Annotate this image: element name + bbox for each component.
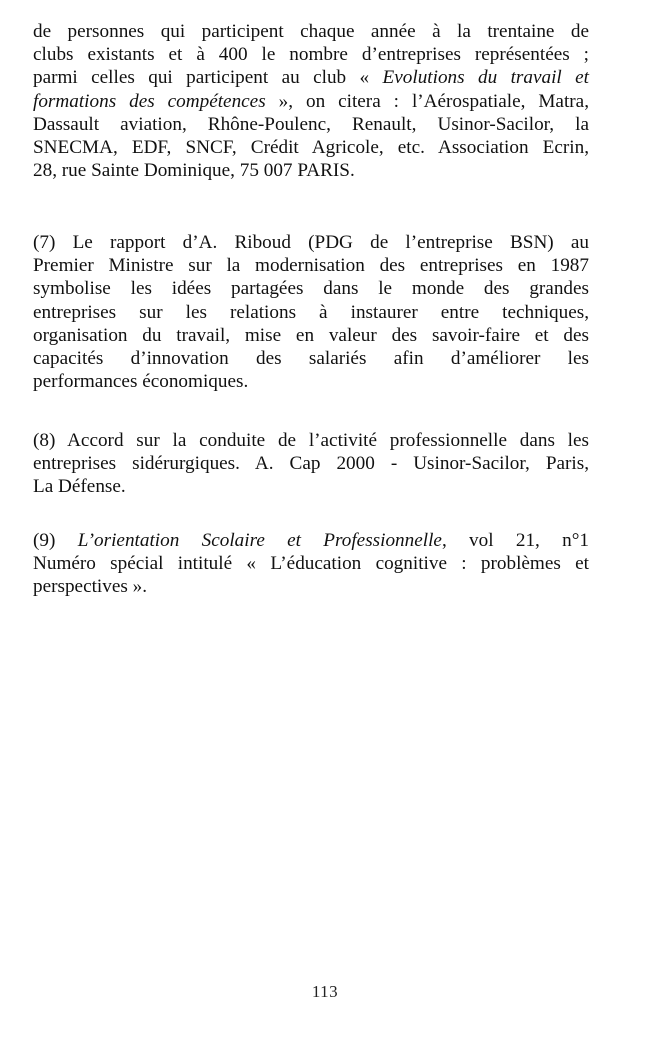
text-segment: La Défense.: [33, 476, 126, 498]
text-line: [33, 113, 589, 136]
text-segment: (8) Accord sur la conduite de l’activité professionnelle dans les: [33, 430, 589, 451]
text-segment: entreprises sidérurgiques. A. Cap 2000 - Usinor-Sacilor, Paris,: [33, 453, 589, 475]
text-segment: entreprises sur les relations à instaurer entre techniques,: [33, 301, 589, 323]
text-line: [33, 136, 589, 159]
text-line: [33, 347, 589, 370]
text-segment: clubs existants et à 400 le nombre d’entreprises représentées ;: [33, 44, 589, 66]
text-segment: de personnes qui participent chaque année à la trentaine de: [33, 21, 589, 42]
text-line: [33, 475, 589, 498]
footnote-8: [33, 429, 589, 499]
italic-title: Evolutions du travail et: [382, 67, 589, 89]
text-line: [33, 529, 589, 552]
text-segment: symbolise les idées partagées dans le monde des grandes: [33, 278, 589, 300]
text-segment: parmi celles qui participent au club «: [33, 67, 383, 89]
text-segment: , vol 21, n°1: [441, 530, 590, 551]
page-number: 113: [311, 982, 339, 1001]
text-line: [33, 90, 589, 113]
text-segment: organisation du travail, mise en valeur des savoir-faire et des: [33, 324, 589, 346]
text-line: [33, 575, 589, 598]
footnote-7: [33, 231, 589, 393]
text-segment: Numéro spécial intitulé « L’éducation cognitive : problèmes et: [33, 553, 589, 575]
italic-title: L’orientation Scolaire et Professionnelle: [77, 530, 442, 551]
text-line: [33, 231, 589, 254]
text-segment: performances économiques.: [33, 371, 249, 393]
text-segment: », on citera : l’Aérospatiale, Matra,: [265, 90, 589, 112]
text-segment: 28, rue Sainte Dominique, 75 007 PARIS.: [33, 160, 355, 182]
text-line: [33, 429, 589, 452]
text-segment: Premier Ministre sur la modernisation des entreprises en 1987: [33, 255, 589, 277]
text-line: [33, 66, 589, 89]
text-line: [33, 254, 589, 277]
text-segment: (9): [33, 530, 78, 551]
text-line: [33, 452, 589, 475]
text-segment: Dassault aviation, Rhône-Poulenc, Renault, Usinor-Sacilor, la: [33, 113, 589, 135]
text-line: [33, 43, 589, 66]
footnote-9: [33, 529, 589, 599]
text-segment: capacités d’innovation des salariés afin d’améliorer les: [33, 348, 589, 370]
text-line: [33, 370, 589, 393]
text-segment: SNECMA, EDF, SNCF, Crédit Agricole, etc. Association Ecrin,: [33, 137, 589, 159]
text-line: [33, 159, 589, 182]
text-line: [33, 277, 589, 300]
text-segment: perspectives ».: [33, 576, 148, 598]
footnote-continuation: [33, 20, 589, 182]
text-line: [33, 324, 589, 347]
text-line: [33, 20, 589, 43]
text-line: [33, 301, 589, 324]
italic-title: formations des compétences: [33, 90, 266, 112]
text-segment: (7) Le rapport d’A. Riboud (PDG de l’entreprise BSN) au: [33, 232, 589, 253]
text-line: [33, 552, 589, 575]
